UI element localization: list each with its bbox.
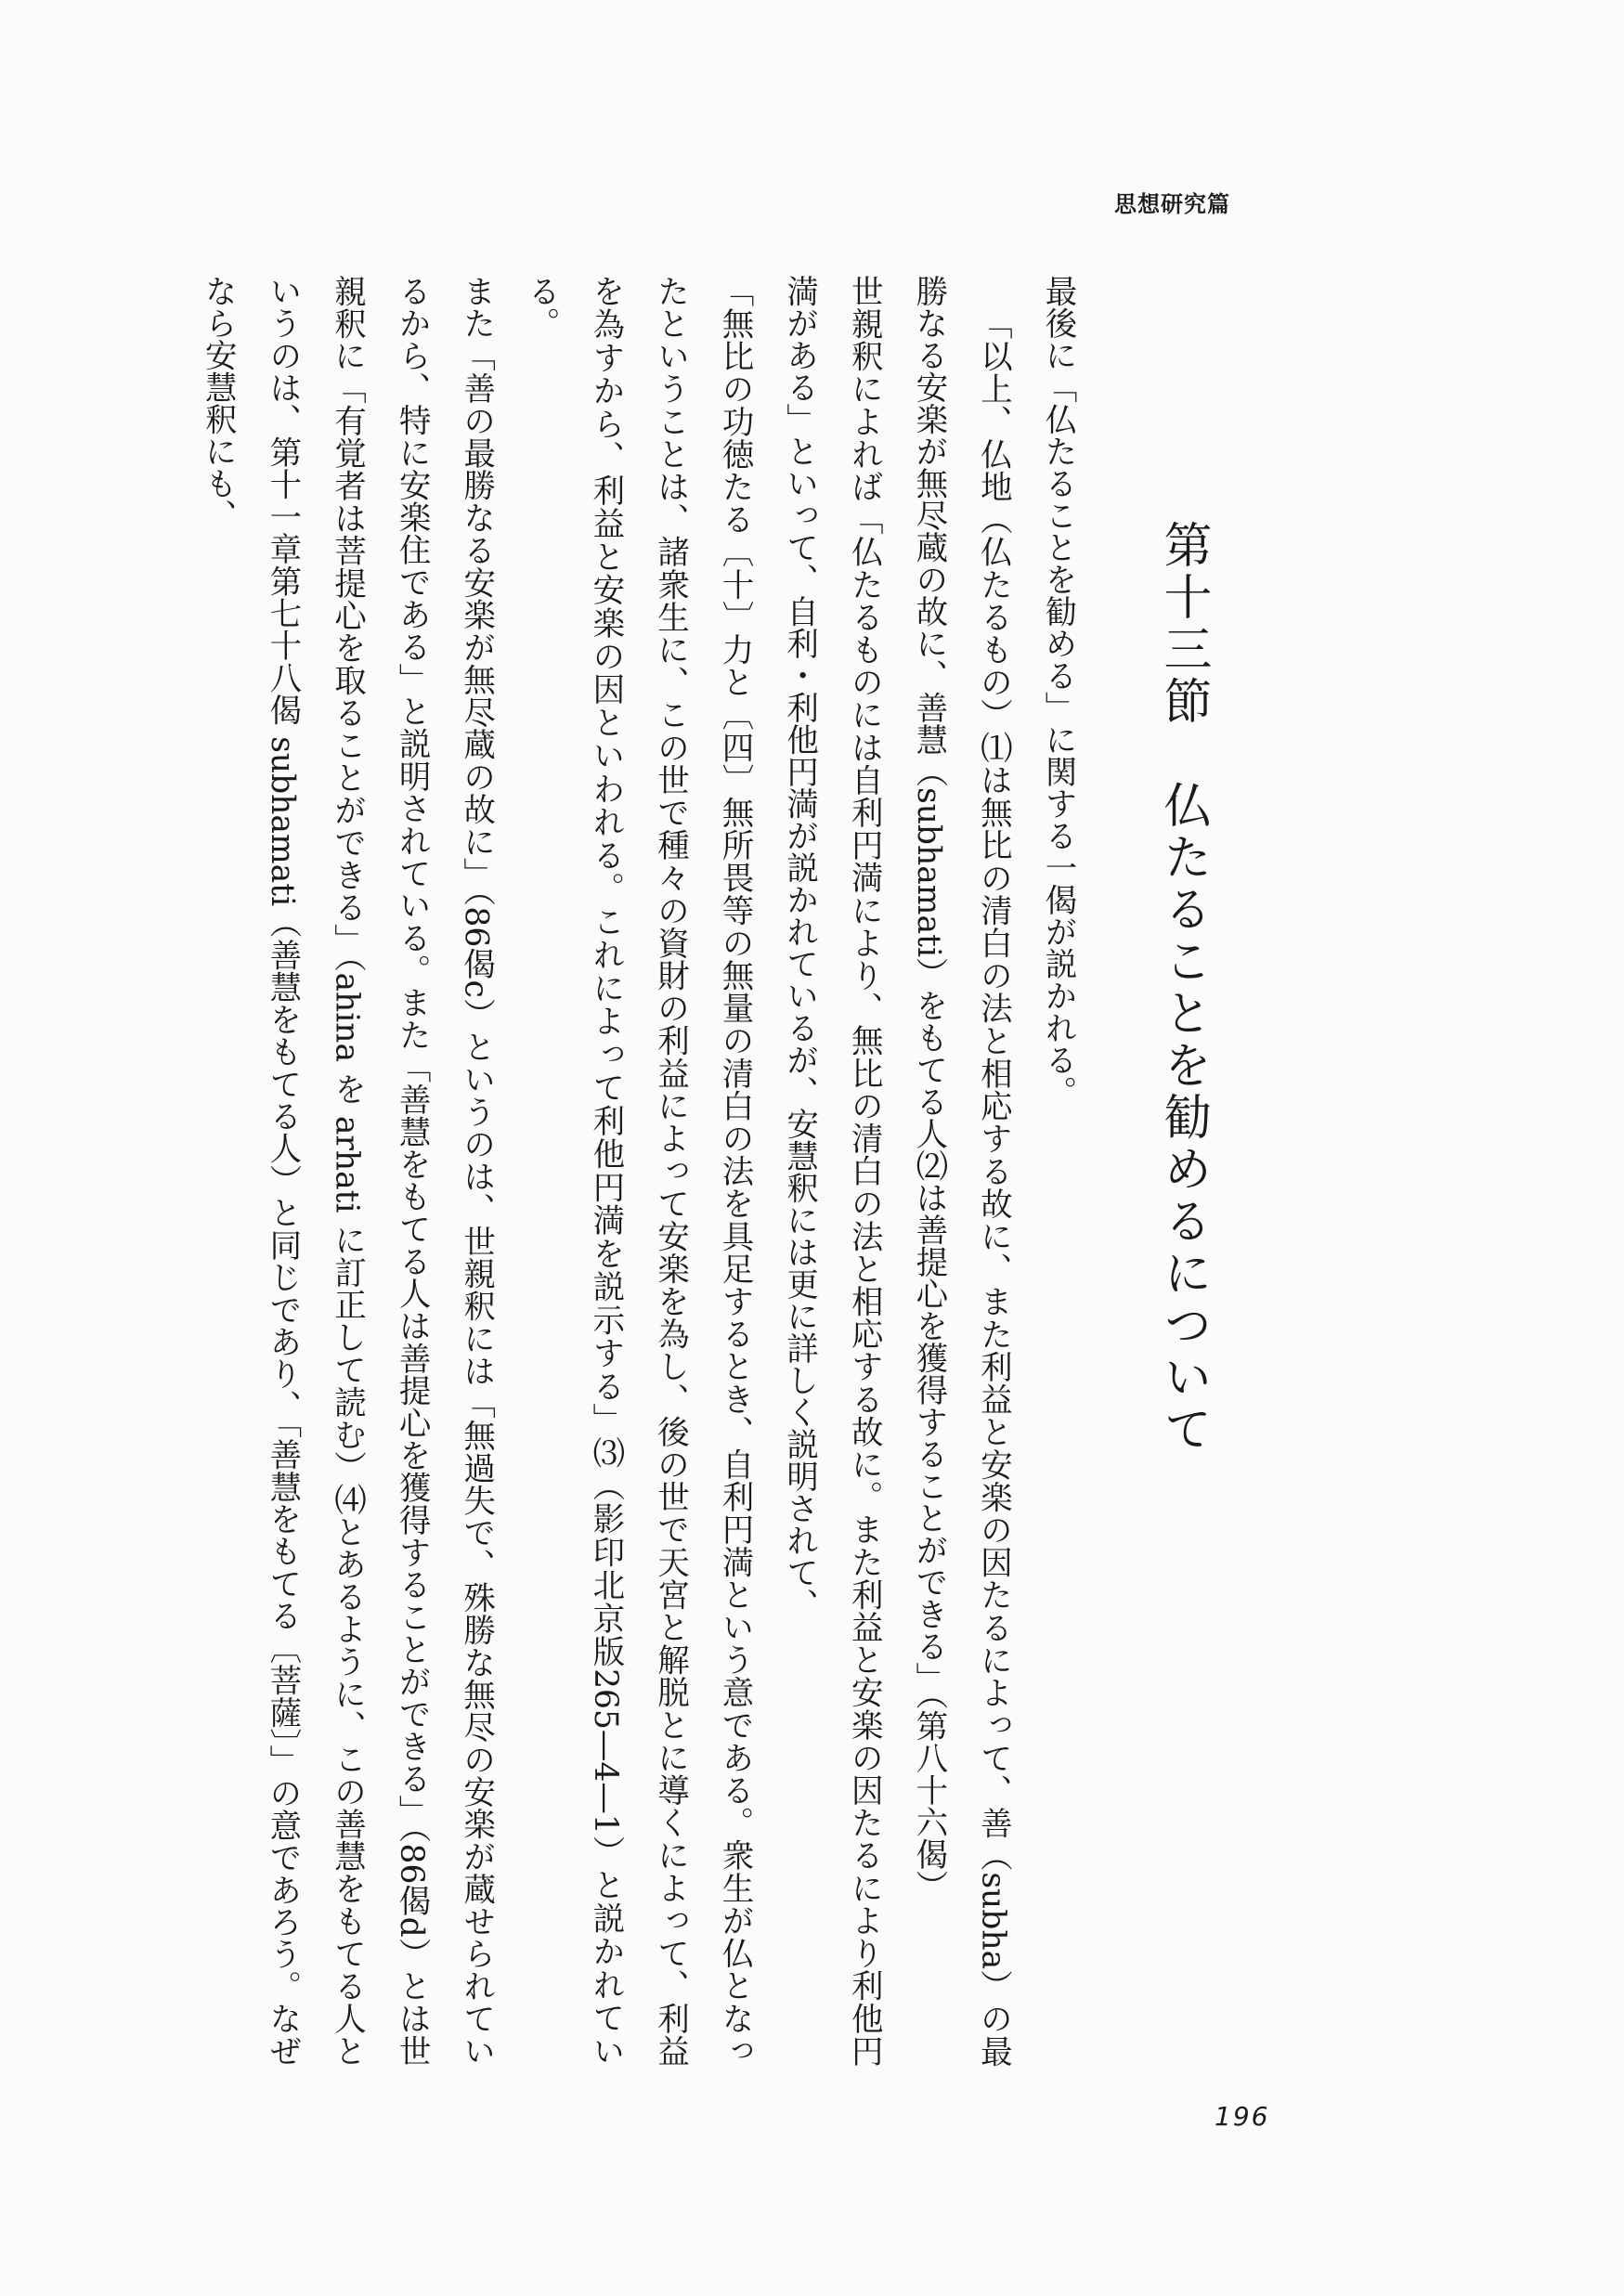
section-title: 第十三節 仏たることを勧めるについて — [1155, 520, 1211, 1456]
page-number: 196 — [1215, 2101, 1270, 2132]
paragraph: また「善の最勝なる安楽が無尽蔵の故に」（86偈c）というのは、世親釈には「無過失で、殊勝な無尽の安楽が蔵せられているから、特に安楽住である」と説明されている。また「善慧をもてる人は善提心を獲得することができる」（86偈d）とは世親釈に「有覚者は菩提心を取ることができる」（ahina を arhati に訂正して読む）⑷とあるように、この善慧をもてる人というのは、第十一章第七十八偈 subhamati（善慧をもてる人）と同じであり、「善慧をもてる〔菩薩〕」の意であろう。なぜなら安慧釈にも、 — [199, 275, 495, 2067]
running-header: 思想研究篇 — [1114, 191, 1230, 217]
paragraph: 世親釈によれば「仏たるものには自利円満により、無比の清白の法と相応する故に。また利益と安楽の因たるにより利他円満がある」といって、自利・利他円満が説かれているが、安慧釈には更に詳しく説明されて、 — [780, 275, 883, 2067]
paragraph: 「以上、仏地（仏たるもの）⑴は無比の清白の法と相応する故に、また利益と安楽の因たるによって、善（subha）の最勝なる安楽が無尽蔵の故に、善慧（subhamati）をもてる人⑵は善提心を獲得することができる」（第八十六偈） — [909, 275, 1012, 2067]
paragraph: 最後に「仏たることを勧める」に関する一偈が説かれる。 — [1039, 275, 1076, 1108]
body-text — [147, 275, 1089, 2067]
paragraph: 「無比の功徳たる〔十〕力と〔四〕無所畏等の無量の清白の法を具足するとき、自利円満という意である。衆生が仏となったということは、諸衆生に、この世で種々の資財の利益によって安楽を為し、後の世で天宮と解脱とに導くによって、利益を為すから、利益と安楽の因といわれる。これによって利他円満を説示する」⑶（影印北京版265—4—1）と説かれている。 — [522, 275, 754, 2067]
